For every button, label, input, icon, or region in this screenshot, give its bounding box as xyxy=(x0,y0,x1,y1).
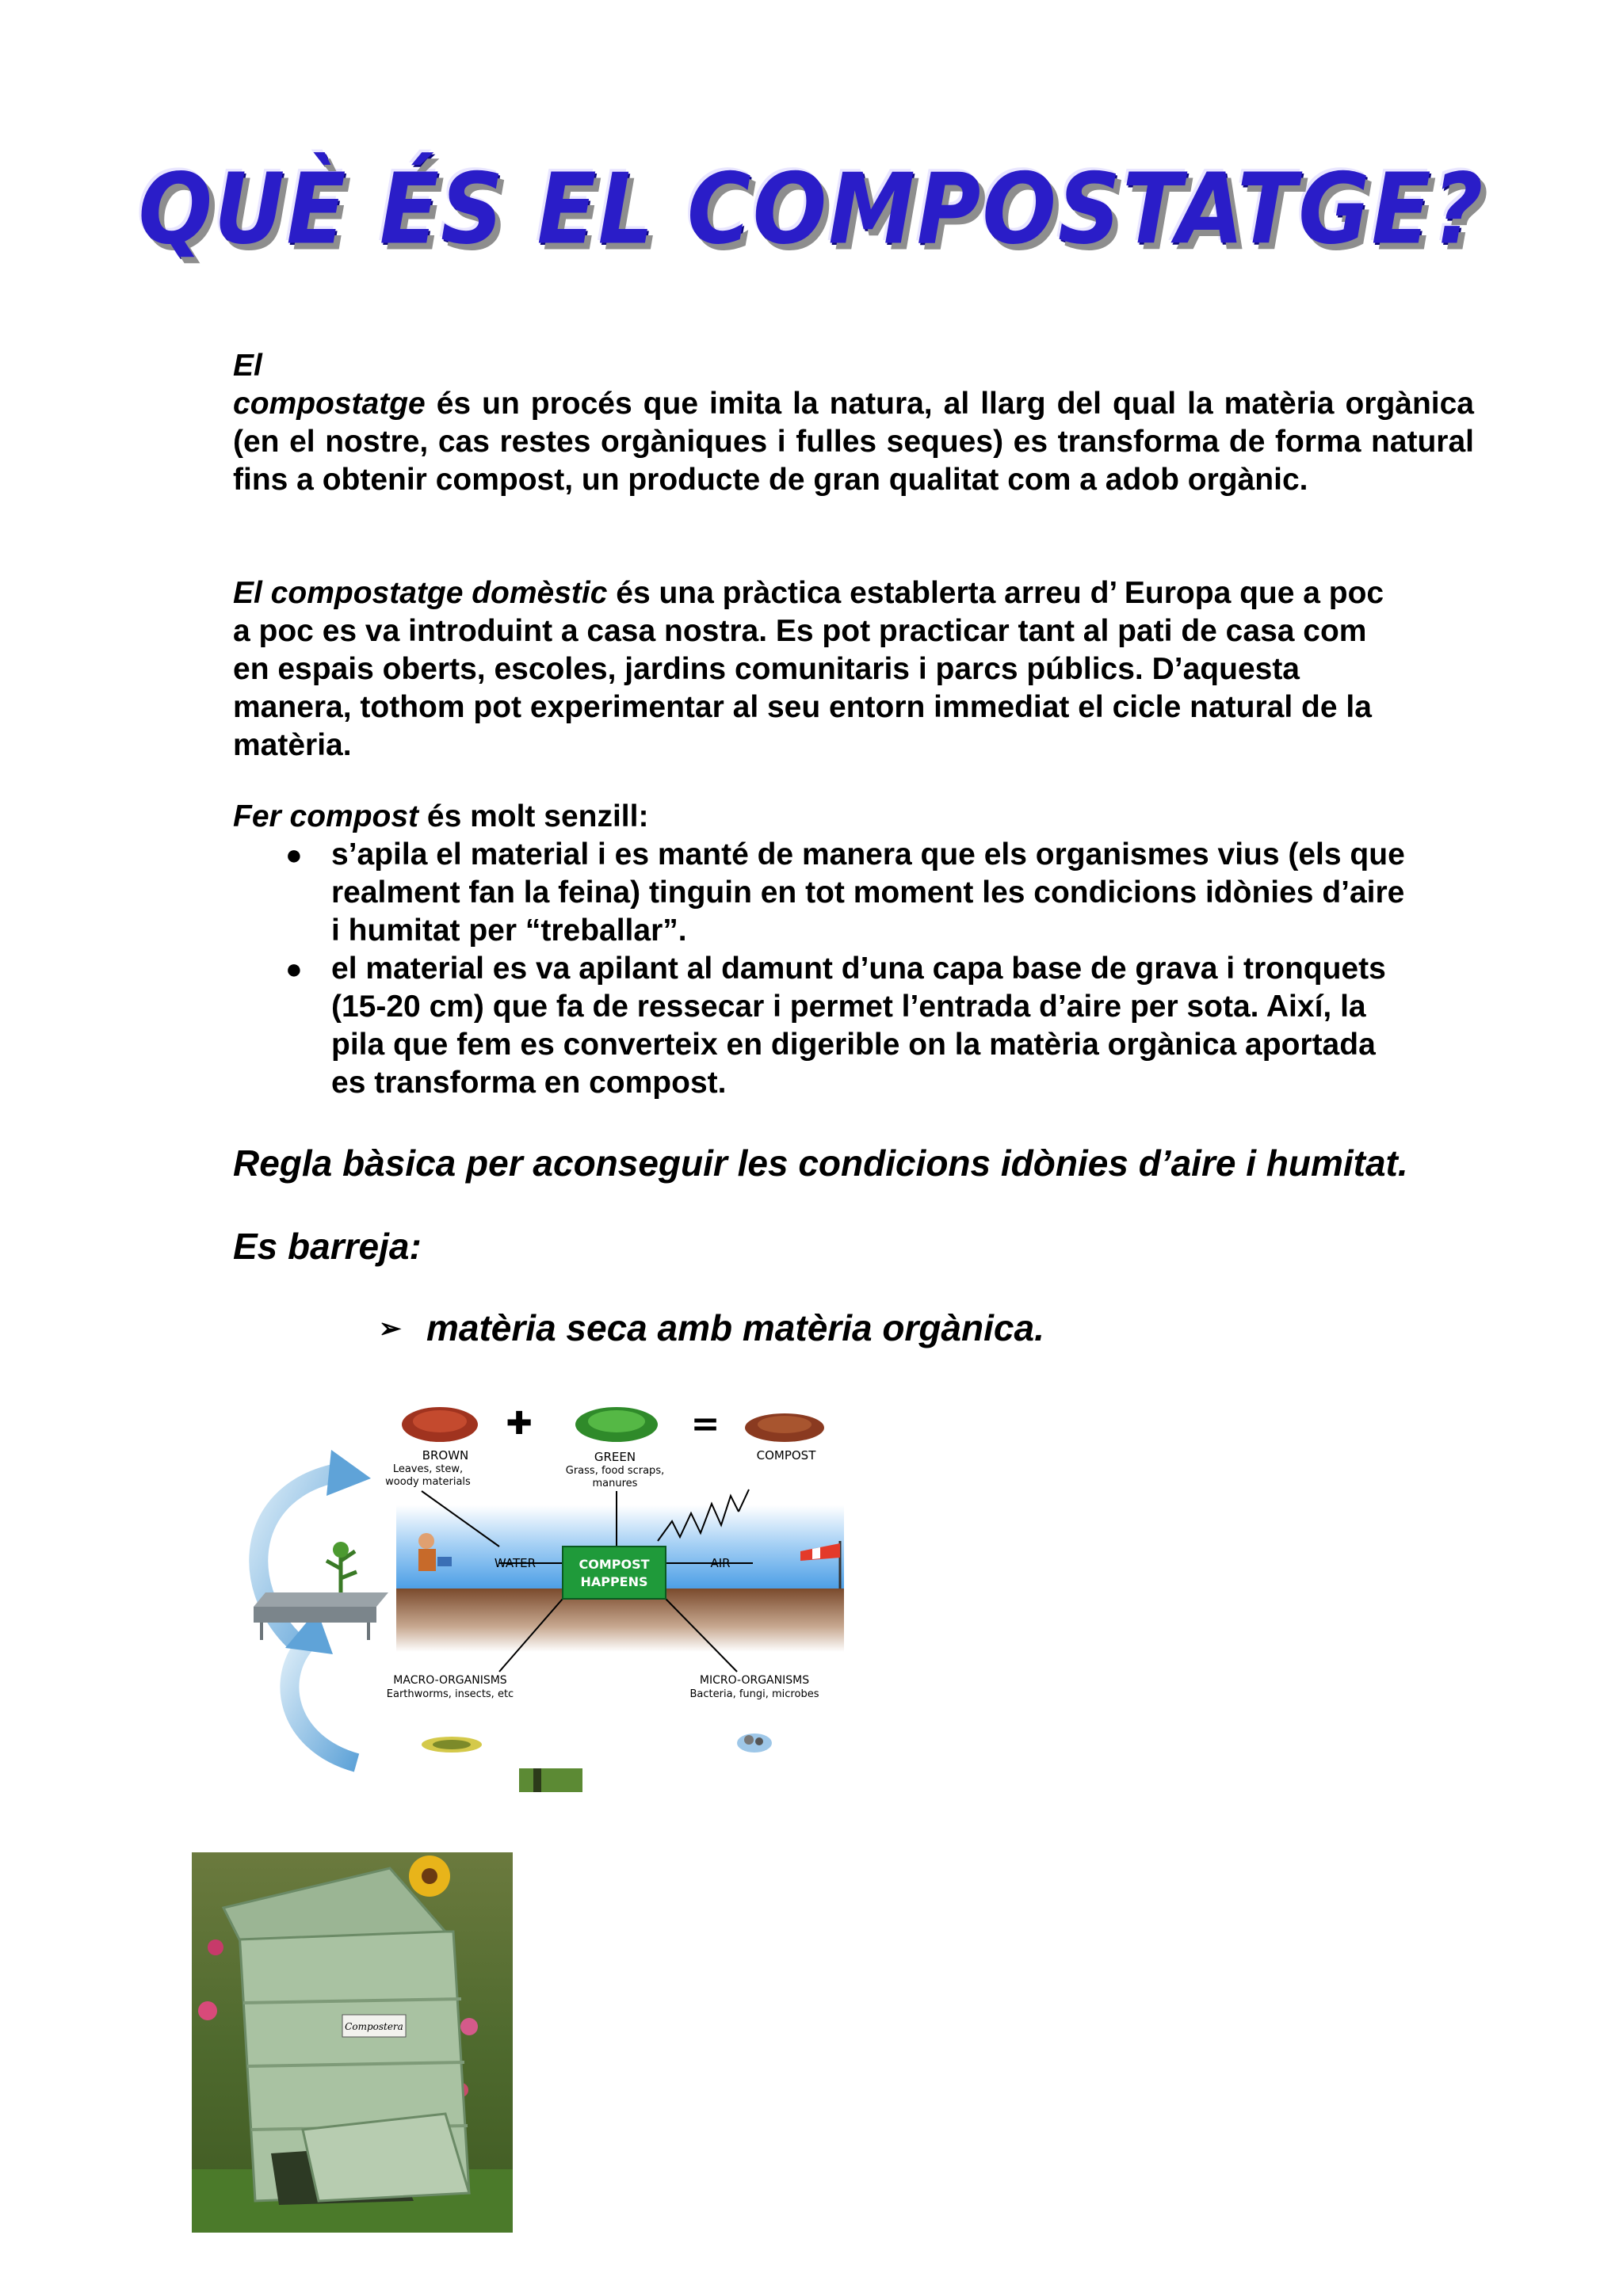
compost-pile-icon xyxy=(745,1413,824,1442)
earthworm-icon xyxy=(422,1737,482,1753)
microbes-icon xyxy=(737,1733,772,1753)
micro-sub: Bacteria, fungi, microbes xyxy=(689,1688,819,1700)
bullet-line: el material es va apilant al damunt d’una capa base de grava i tronquets xyxy=(331,952,1386,986)
bullet-list xyxy=(233,836,1474,1102)
bullet-item xyxy=(233,836,1474,950)
barreja-heading: Es barreja: xyxy=(233,1226,422,1267)
center-line2: HAPPENS xyxy=(580,1574,648,1589)
bullet-item xyxy=(233,950,1474,1102)
brown-title: BROWN xyxy=(422,1448,469,1463)
paragraph-1-text: és un procés que imita la natura, al llarg del qual la matèria orgànica (en el nostre, cas restes orgàniques i fulles seques) es transforma de forma natural fins a obtenir compost, un producte de gran qualitat com a adob orgànic. xyxy=(233,387,1474,497)
brown-line2: woody materials xyxy=(385,1476,471,1488)
macro-sub: Earthworms, insects, etc xyxy=(386,1688,514,1700)
rule-heading: Regla bàsica per aconseguir les condicions idònies d’aire i humitat. xyxy=(233,1142,1408,1184)
micro-title: MICRO-ORGANISMS xyxy=(699,1674,810,1687)
brown-pile-icon xyxy=(402,1407,478,1442)
compost-bin-photo xyxy=(192,1852,513,2233)
equals-icon xyxy=(691,1404,720,1444)
plus-icon xyxy=(506,1405,533,1442)
green-pile-icon xyxy=(575,1407,658,1442)
svg-text:=: = xyxy=(690,1404,720,1444)
compost-label: COMPOST xyxy=(756,1448,816,1463)
water-label: WATER xyxy=(494,1556,537,1570)
bullet-line: realment fan la feina) tinguin en tot moment les condicions idònies d’aire xyxy=(331,875,1405,910)
bullet-line: es transforma en compost. xyxy=(331,1066,727,1100)
arrow-head-top-icon xyxy=(327,1450,371,1496)
arrow-list-item xyxy=(379,1306,1044,1351)
center-line1: COMPOST xyxy=(579,1557,650,1572)
term-fer-compost: Fer compost xyxy=(233,799,419,833)
air-label: AIR xyxy=(710,1556,731,1570)
green-line1: Grass, food scraps, xyxy=(565,1465,665,1477)
green-line2: manures xyxy=(592,1478,638,1489)
brown-line1: Leaves, stew, xyxy=(392,1463,464,1475)
green-title: GREEN xyxy=(594,1450,636,1464)
grass-tile-icon xyxy=(519,1768,582,1792)
lead-italic: El xyxy=(233,349,262,383)
bullet-line: (15-20 cm) que fa de ressecar i permet l’entrada d’aire per sota. Així, la xyxy=(331,990,1366,1024)
paragraph-2-line4: manera, tothom pot experimentar al seu entorn immediat el cicle natural de la xyxy=(233,690,1372,724)
paragraph-2-line3: en espais oberts, escoles, jardins comunitaris i parcs públics. D’aquesta xyxy=(233,652,1300,686)
paragraph-1 xyxy=(233,385,1474,499)
term-compostatge-domestic: El compostatge domèstic xyxy=(233,576,608,610)
paragraph-2-line5: matèria. xyxy=(233,728,352,762)
bullet-line: i humitat per “treballar”. xyxy=(331,913,687,948)
term-compostatge: compostatge xyxy=(233,387,426,421)
paragraph-2-line xyxy=(233,574,1474,612)
svg-text:✚: ✚ xyxy=(506,1405,533,1442)
compost-bin-icon xyxy=(223,1868,469,2205)
paragraph-2 xyxy=(233,574,1474,765)
paragraph-3 xyxy=(233,798,1474,836)
paragraph-3-text: és molt senzill: xyxy=(418,799,649,833)
bullet-line: s’apila el material i es manté de manera que els organismes vius (els que xyxy=(331,837,1405,871)
bullet-line: pila que fem es converteix en digerible on la matèria orgànica aportada xyxy=(331,1028,1376,1062)
curved-arrow-bottom xyxy=(289,1640,357,1763)
paragraph-2-line2: a poc es va introduint a casa nostra. Es pot practicar tant al pati de casa com xyxy=(233,614,1367,648)
page-title: QUÈ ÉS EL COMPOSTATGE? xyxy=(138,152,1485,266)
compost-diagram xyxy=(238,1402,856,1814)
compost-happens-box xyxy=(563,1547,666,1599)
macro-title: MACRO-ORGANISMS xyxy=(393,1674,507,1687)
paragraph-2-line1: és una pràctica establerta arreu d’ Europa que a poc xyxy=(607,576,1384,610)
bin-label: Compostera xyxy=(345,2021,403,2032)
arrow-item-text: matèria seca amb matèria orgànica. xyxy=(426,1307,1044,1348)
arrow-bullet-icon: ➢ xyxy=(379,1314,402,1344)
paragraph-1-lead xyxy=(233,347,1474,385)
bullet-dot-icon: ● xyxy=(285,838,303,871)
bullet-dot-icon: ● xyxy=(285,952,303,985)
